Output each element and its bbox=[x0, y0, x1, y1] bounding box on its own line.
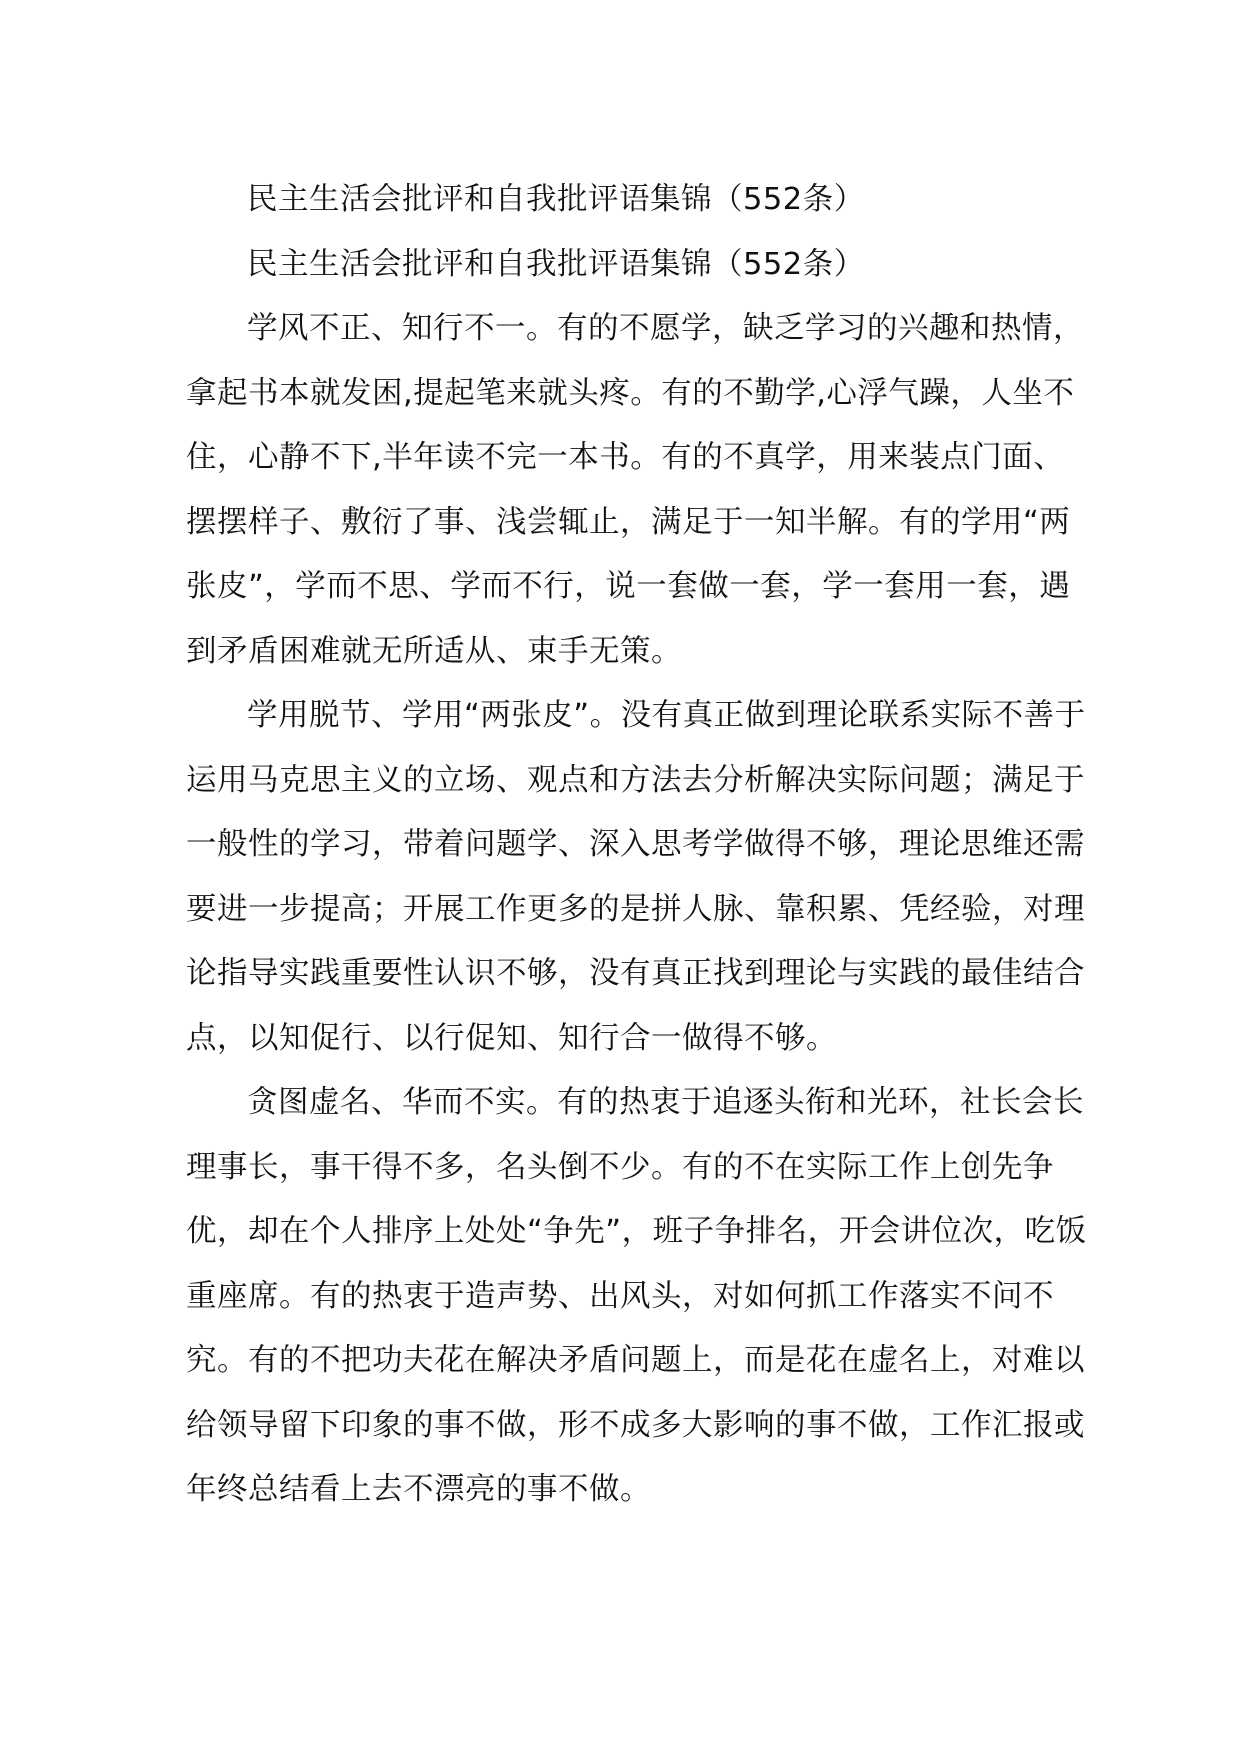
paragraph-vanity: 贪图虚名、华而不实。有的热衷于追逐头衔和光环，社长会长理事长，事干得不多，名头倒不少。有的不在实际工作上创先争优，却在个人排序上处处“争先”，班子争排名，开会讲位次，吃饭重座席。有的热衷于造声势、出风头，对如何抓工作落实不问不究。有的不把功夫花在解决矛盾问题上，而是花在虚名上，对难以给领导留下印象的事不做，形不成多大影响的事不做，工作汇报或年终总结看上去不漂亮的事不做。 bbox=[186, 1085, 1087, 1507]
paragraph-theory-practice: 学用脱节、学用“两张皮”。没有真正做到理论联系实际不善于运用马克思主义的立场、观点和方法去分析解决实际问题；满足于一般性的学习，带着问题学、深入思考学做得不够，理论思维还需要进一步提高；开展工作更多的是拼人脉、靠积累、凭经验，对理论指导实践重要性认识不够，没有真正找到理论与实践的最佳结合点，以知促行、以行促知、知行合一做得不够。 bbox=[186, 698, 1086, 1056]
document-title: 民主生活会批评和自我批评语集锦（552条） bbox=[247, 182, 865, 217]
document-title-repeat: 民主生活会批评和自我批评语集锦（552条） bbox=[247, 246, 865, 282]
document-page bbox=[186, 168, 1090, 1523]
paragraph-study-style: 学风不正、知行不一。有的不愿学，缺乏学习的兴趣和热情，拿起书本就发困,提起笔来就头疼。有的不勤学,心浮气躁，人坐不住，心静不下,半年读不完一本书。有的不真学，用来装点门面、摆摆样子、敷衍了事、浅尝辄止，满足于一知半解。有的学用“两张皮”，学而不思、学而不行，说一套做一套，学一套用一套，遇到矛盾困难就无所适从、束手无策。 bbox=[186, 311, 1084, 669]
